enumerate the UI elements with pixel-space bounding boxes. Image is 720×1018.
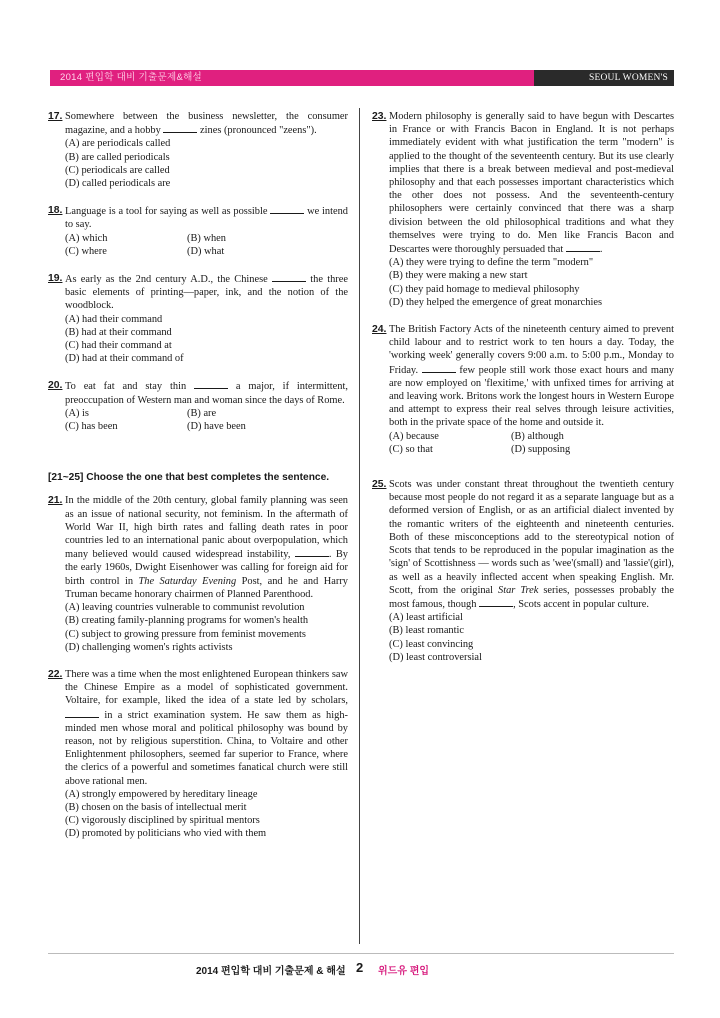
question-number: 19. bbox=[48, 273, 63, 285]
option-d: (D) challenging women's rights activists bbox=[65, 641, 233, 653]
option-a: (A) had their command bbox=[65, 313, 163, 325]
option-b: (B) are bbox=[187, 407, 217, 419]
option-d: (D) had at their command of bbox=[65, 353, 184, 365]
page-number: 2 bbox=[356, 960, 364, 975]
option-c: (C) where bbox=[65, 245, 107, 257]
question-18 bbox=[48, 204, 348, 258]
option-a: (A) they were trying to define the term "modern" bbox=[389, 257, 594, 269]
answer-blank bbox=[270, 204, 304, 214]
question-number: 23. bbox=[372, 111, 387, 122]
question-17 bbox=[48, 110, 348, 190]
header-title: 2014 편입학 대비 기출문제&해설 bbox=[50, 70, 534, 86]
question-stem: As early as the 2nd century A.D., the Chinese the three basic elements of printing—paper, ink, and the notion of the woodblock. bbox=[65, 274, 348, 312]
option-d: (D) supposing bbox=[511, 443, 571, 455]
option-c: (C) so that bbox=[389, 443, 433, 455]
option-a: (A) are periodicals called bbox=[65, 138, 171, 150]
option-a: (A) least artificial bbox=[389, 612, 463, 624]
question-25 bbox=[372, 478, 674, 664]
option-d: (D) least controversial bbox=[389, 651, 482, 663]
option-b: (B) chosen on the basis of intellectual merit bbox=[65, 801, 247, 813]
footer-divider bbox=[48, 953, 674, 954]
question-stem: There was a time when the most enlightened European thinkers saw the Chinese Empire as a model of sophisticated government. Voltaire, for example, liked the idea of a state led by scholars, in a strict examination system. He saw them as high-minded men whose moral and political philosophy was bound by reason, not by religious superstition. China, to Voltaire and other Enlightenment philosophers, seemed far superior to France, where the clerics of a powerful and sometimes fanatical church were still above rational men. bbox=[65, 668, 348, 787]
footer-title: 2014 편입학 대비 기출문제 & 해설 bbox=[196, 966, 346, 977]
option-c: (C) vigorously disciplined by spiritual mentors bbox=[65, 815, 260, 827]
answer-blank bbox=[295, 547, 329, 557]
header-university: SEOUL WOMEN'S UNIVERSITY bbox=[534, 70, 674, 86]
question-stem: Scots was under constant threat throughout the twentieth century because most people do not regard it as a separate language but as a deformed version of English, or as an artificial dialect invented by the romantic writers of the eighteenth and nineteenth centuries. Both of these misconceptions add to the stereotypical notion of Scots that tends to be reproduced in the popular imagination as the 'sign' of Scottishness — words such as 'wee'(small) and 'lassie'(girl), as well as a heavily inflected accent when speaking English. Mr. Scott, from the original Star Trek series, possesses probably the most famous, though , Scots accent in popular culture. bbox=[389, 479, 674, 610]
question-stem: In the middle of the 20th century, global family planning was seen as an issue of national security, not feminism. In the aftermath of World War II, high birth rates and falling death rates in poor countries led to an international panic about overpopulation, which many believed would caused widespread instability, . By the early 1960s, Dwight Eisenhower was calling for foreign aid for birth control in The Saturday Evening Post, and he and Harry Truman became honorary chairmen of Planned Parenthood. bbox=[65, 495, 348, 600]
question-21 bbox=[48, 494, 348, 653]
left-column bbox=[48, 110, 348, 855]
option-c: (C) subject to growing pressure from feminist movements bbox=[65, 628, 306, 640]
footer-brand: 위드유 편입 bbox=[378, 966, 430, 977]
option-c: (C) periodicals are called bbox=[65, 164, 170, 176]
option-c: (C) had their command at bbox=[65, 340, 172, 352]
option-d: (D) they helped the emergence of great monarchies bbox=[389, 296, 603, 308]
option-b: (B) creating family-planning programs for women's health bbox=[65, 615, 309, 627]
option-c: (C) they paid homage to medieval philosophy bbox=[389, 283, 580, 295]
option-d: (D) have been bbox=[187, 421, 246, 433]
answer-blank bbox=[272, 272, 306, 282]
option-a: (A) which bbox=[65, 232, 108, 244]
answer-blank bbox=[479, 597, 513, 607]
question-number: 24. bbox=[372, 324, 387, 336]
answer-blank bbox=[194, 379, 228, 389]
option-a: (A) because bbox=[389, 430, 439, 442]
question-number: 25. bbox=[372, 479, 387, 491]
question-number: 17. bbox=[48, 111, 63, 122]
answer-blank bbox=[566, 242, 600, 252]
right-column bbox=[372, 110, 674, 678]
answer-blank bbox=[163, 123, 197, 133]
question-20 bbox=[48, 379, 348, 433]
option-c: (C) least convincing bbox=[389, 638, 474, 650]
question-24 bbox=[372, 323, 674, 456]
option-b: (B) although bbox=[511, 430, 564, 442]
option-b: (B) are called periodicals bbox=[65, 151, 170, 163]
option-c: (C) has been bbox=[65, 421, 118, 433]
column-divider bbox=[359, 108, 360, 944]
question-number: 22. bbox=[48, 668, 63, 680]
question-number: 18. bbox=[48, 205, 63, 217]
question-23 bbox=[372, 110, 674, 309]
question-number: 20. bbox=[48, 380, 63, 392]
question-number: 21. bbox=[48, 495, 63, 507]
option-b: (B) they were making a new start bbox=[389, 270, 528, 282]
italic-title: Star Trek bbox=[498, 584, 539, 596]
italic-title: The Saturday Evening bbox=[138, 575, 237, 587]
option-a: (A) strongly empowered by hereditary lineage bbox=[65, 788, 258, 800]
option-b: (B) when bbox=[187, 232, 226, 244]
question-stem: Somewhere between the business newsletter, the consumer magazine, and a hobby zines (pronounced "zeens"). bbox=[65, 111, 348, 137]
question-stem: Modern philosophy is generally said to have begun with Descartes in France or with Francis Bacon in England. It is not perhaps immediately evident with what justification the term "modern" is applied to the thought of the seventeenth century. But its use clearly implies that there is a break between medieval and post-medieval philosophy and that each possesses important characteristics which the other does not possess. And the seventeenth-century philosophers were certainly convinced that there was a sharp division between the old philosophical traditions and what they themselves were trying to do. Men like Francis Bacon and Descartes were thoroughly persuaded that . bbox=[389, 111, 674, 256]
question-19 bbox=[48, 272, 348, 365]
answer-blank bbox=[65, 708, 99, 718]
question-stem: The British Factory Acts of the nineteenth century aimed to prevent child labour and to restrict work to ten hours a day. Today, the 'working week' generally covers 9:00 a.m. to 5:00 p.m., Monday to Friday. few people still work those exact hours and many are now employed on 'flexitime,' with unfixed times for arriving at and leaving work. Britons work the longest hours in Western Europe and attempt to express their real selves through leisure activities, both in the private space of the home and outside it. bbox=[389, 324, 674, 429]
question-stem: To eat fat and stay thin a major, if intermittent, preoccupation of Western man and woman since the days of Rome. bbox=[65, 381, 348, 406]
question-stem: Language is a tool for saying as well as possible we intend to say. bbox=[65, 206, 348, 231]
option-d: (D) called periodicals are bbox=[65, 178, 171, 190]
option-d: (D) what bbox=[187, 245, 225, 257]
option-a: (A) leaving countries vulnerable to communist revolution bbox=[65, 602, 305, 614]
question-22 bbox=[48, 668, 348, 841]
section-instruction: [21~25] Choose the one that best completes the sentence. bbox=[48, 472, 330, 484]
answer-blank bbox=[422, 363, 456, 373]
option-a: (A) is bbox=[65, 407, 89, 419]
option-b: (B) had at their command bbox=[65, 326, 172, 338]
header-bar bbox=[50, 70, 674, 99]
option-b: (B) least romantic bbox=[389, 625, 465, 637]
option-d: (D) promoted by politicians who vied with them bbox=[65, 828, 267, 840]
